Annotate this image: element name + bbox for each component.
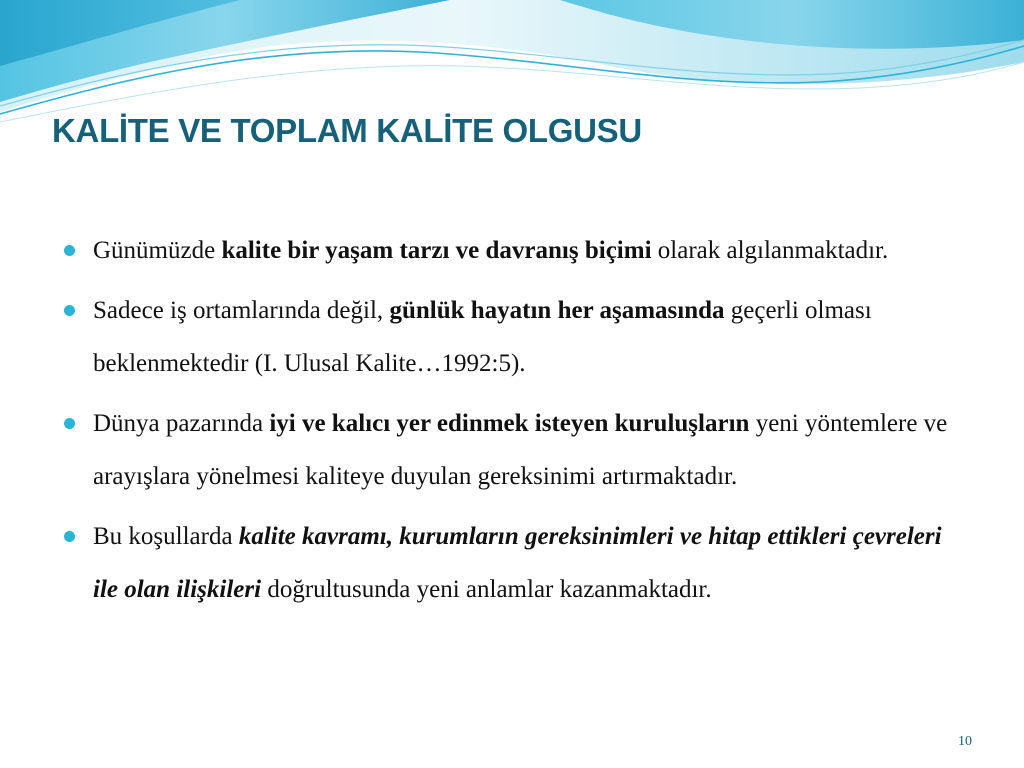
bullet-text-bold: iyi ve kalıcı yer edinmek isteyen kuruluşların — [269, 410, 750, 437]
bullet-text — [93, 237, 888, 264]
bullet-text-segment: Bu koşullarda — [93, 523, 239, 550]
bullet-dot-icon — [64, 305, 75, 316]
bullet-text — [93, 410, 947, 490]
bullet-text-segment: geçerli olması beklenmektedir (I. Ulusal Kalite…1992:5). — [93, 297, 872, 377]
bullet-text-bold-italic: kalite kavramı, kurumların gereksinimleri ve hitap ettikleri çevreleri ile olan ilişkileri — [93, 523, 942, 603]
page-number: 10 — [958, 734, 972, 749]
bullet-dot-icon — [64, 531, 75, 542]
bullet-text-bold: kalite bir yaşam tarzı ve davranış biçimi — [221, 237, 652, 264]
bullet-text-segment: Günümüzde — [93, 237, 222, 264]
bullet-item — [64, 284, 964, 390]
bullet-text-segment: yeni yöntemlere ve arayışlara yönelmesi kaliteye duyulan gereksinimi artırmaktadır. — [93, 410, 948, 490]
slide-title: KALİTE VE TOPLAM KALİTE OLGUSU — [52, 112, 642, 149]
bullet-text — [93, 523, 942, 603]
bullet-text-segment: doğrultusunda yeni anlamlar kazanmaktadır. — [261, 576, 712, 603]
bullet-text-segment: Dünya pazarında — [93, 410, 270, 437]
bullet-text-bold: günlük hayatın her aşamasında — [389, 297, 725, 324]
bullet-item — [64, 510, 964, 616]
bullet-dot-icon — [64, 245, 75, 256]
bullet-text — [93, 297, 872, 377]
bullet-item — [64, 397, 964, 503]
bullet-dot-icon — [64, 418, 75, 429]
bullet-text-segment: olarak algılanmaktadır. — [651, 237, 889, 264]
bullet-item — [64, 224, 964, 277]
bullet-text-segment: Sadece iş ortamlarında değil, — [93, 297, 390, 324]
bullet-list — [64, 224, 964, 623]
